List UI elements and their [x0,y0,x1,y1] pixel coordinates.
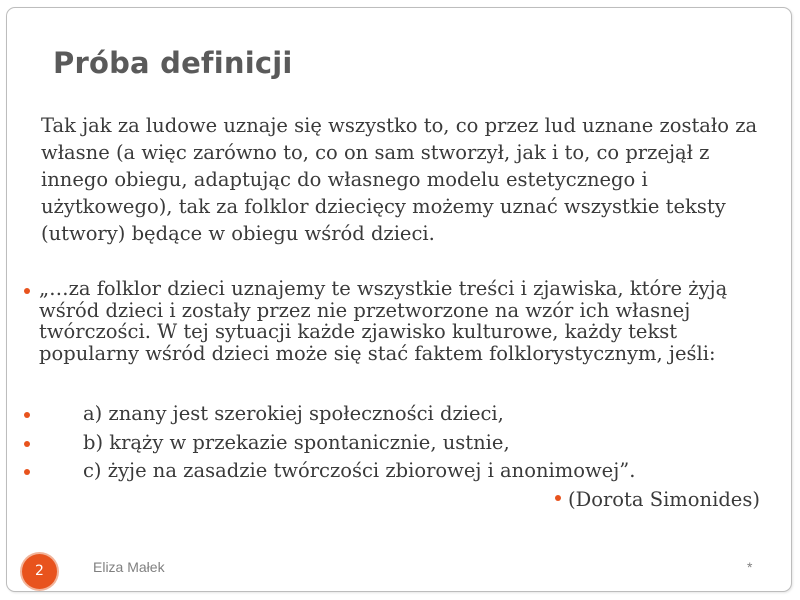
citation: (Dorota Simonides) [568,488,760,511]
list-bullet-icon [24,412,30,418]
list-item-a: a) znany jest szerokiej społeczności dzieci, [83,402,504,425]
list-bullet-icon [24,441,30,447]
list-item-c: c) żyje na zasadzie twórczości zbiorowej i anonimowej”. [83,459,636,482]
citation-bullet-icon [555,495,561,501]
footer-author: Eliza Małek [93,559,165,575]
page-number-badge: 2 [22,554,57,589]
slide [6,7,792,592]
slide-title: Próba definicji [53,46,293,80]
list-bullet-icon [24,469,30,475]
quote-text: „…za folklor dzieci uznajemy te wszystkie treści i zjawiska, które żyją wśród dzieci i zostały przez nie przetworzone na wzór ich własnej twórczości. W tej sytuacji każde zjawisko kulturowe, każdy tekst popularny wśród dzieci może się stać faktem folklorystycznym, jeśli: [39,277,728,365]
list-item-b: b) krąży w przekazie spontanicznie, ustnie, [83,431,510,454]
footer-marker: * [747,559,753,575]
quote-bullet-icon [24,288,30,294]
definition-paragraph: Tak jak za ludowe uznaje się wszystko to, co przez lud uznane zostało za własne (a więc zarówno to, co on sam stworzył, jak i to, co przejął z innego obiegu, adaptując do własnego modelu estetycznego i użytkowego), tak za folklor dziecięcy możemy uznać wszystkie teksty (utwory) będące w obiegu wśród dzieci. [41,114,758,245]
